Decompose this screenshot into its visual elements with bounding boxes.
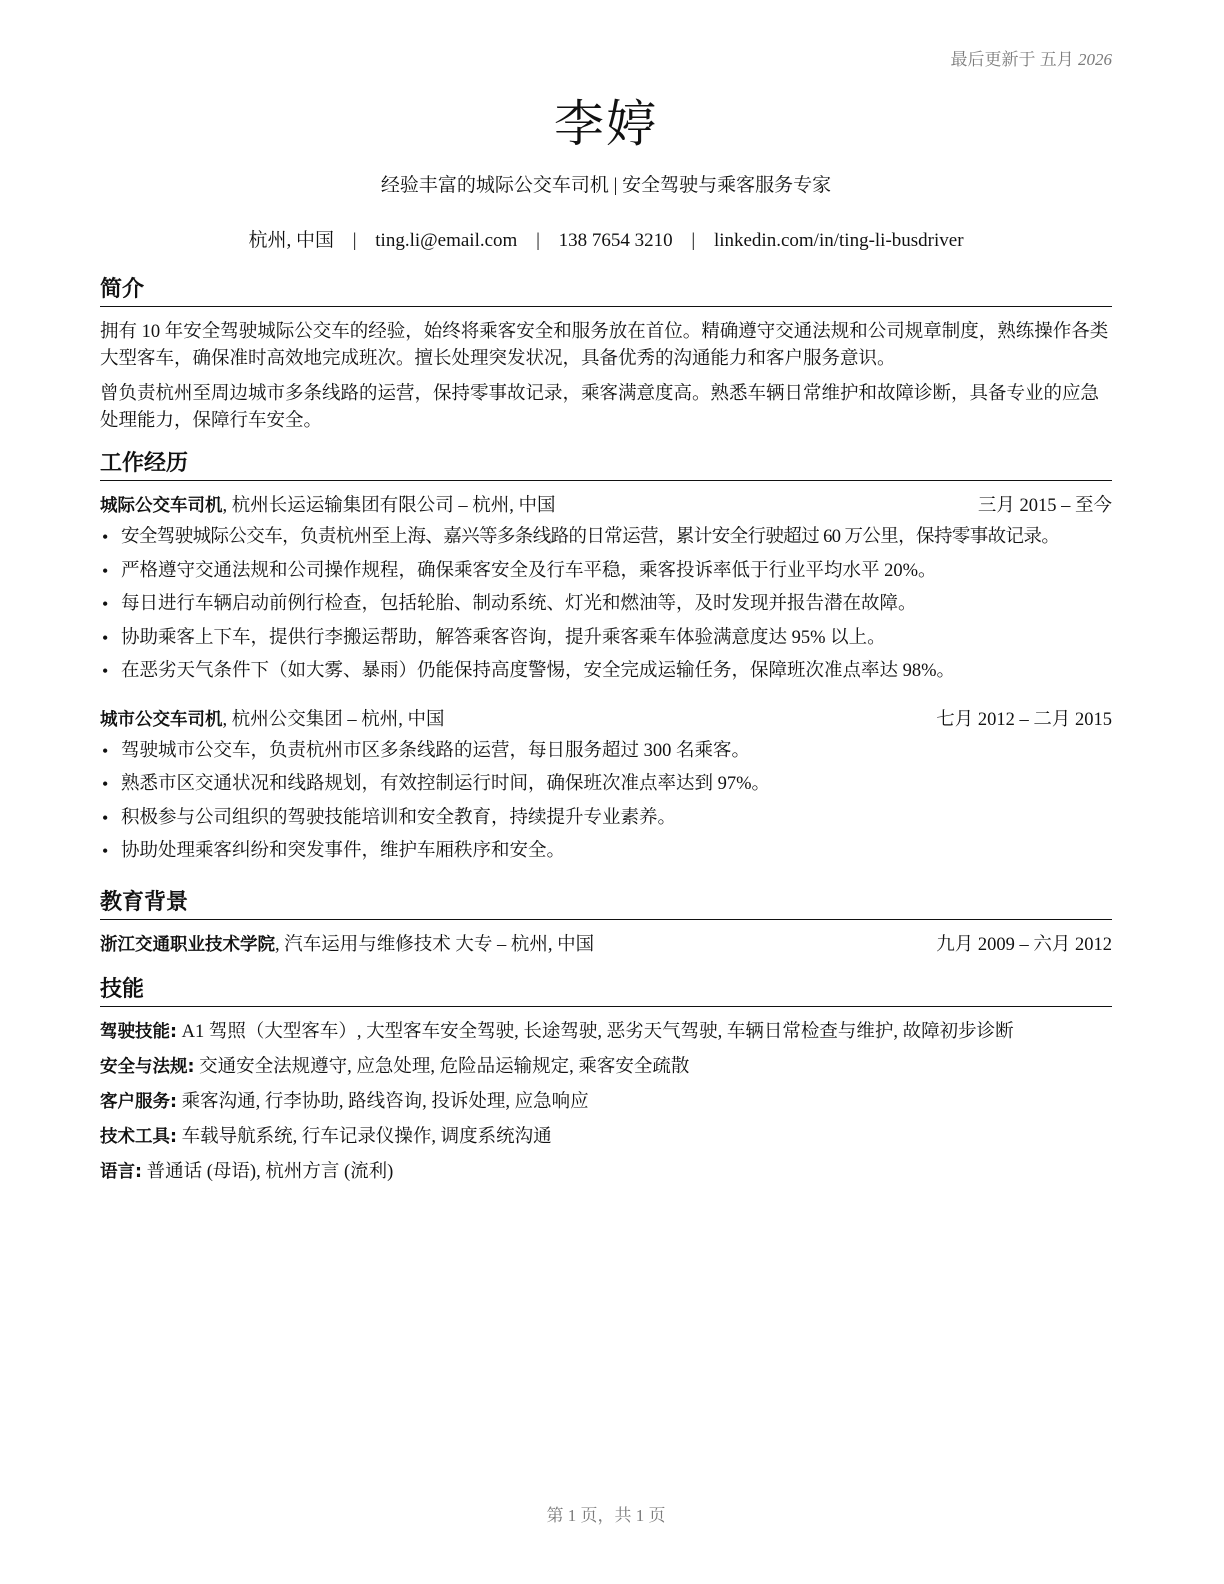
contact-phone: 138 7654 3210 [558, 230, 673, 251]
list-item: • 严格遵守交通法规和公司操作规程，确保乘客安全及行车平稳，乘客投诉率低于行业平均水平 20%。 [100, 555, 1112, 589]
skill-label: 安全与法规: [100, 1057, 195, 1078]
bullet-icon: • [102, 740, 109, 761]
list-item: • 在恶劣天气条件下（如大雾、暴雨）仍能保持高度警惕，安全完成运输任务，保障班次准点率达 98%。 [100, 655, 1112, 689]
skills-section [100, 977, 1112, 1190]
job-entry [100, 705, 1112, 869]
job-header [100, 491, 1112, 521]
education-dates: 九月 2009 – 六月 2012 [936, 935, 1112, 956]
contact-separator: | [536, 230, 540, 251]
skill-value: 乘客沟通, 行李协助, 路线咨询, 投诉处理, 应急响应 [177, 1092, 589, 1113]
candidate-name: 李婷 [554, 95, 658, 153]
bullet-icon: • [102, 661, 109, 682]
last-updated [951, 45, 1113, 70]
list-item: • 熟悉市区交通状况和线路规划，有效控制运行时间，确保班次准点率达到 97%。 [100, 768, 1112, 802]
job-header [100, 705, 1112, 735]
skill-label: 技术工具: [100, 1127, 177, 1148]
bullet-icon: • [102, 560, 109, 581]
list-item: • 积极参与公司组织的驾驶技能培训和安全教育，持续提升专业素养。 [100, 802, 1112, 836]
list-item: • 协助乘客上下车，提供行李搬运帮助，解答乘客咨询，提升乘客乘车体验满意度达 95% 以上。 [100, 622, 1112, 656]
contact-location: 杭州, 中国 [248, 230, 334, 251]
contact-linkedin[interactable]: linkedin.com/in/ting-li-busdriver [713, 230, 964, 251]
skill-label: 驾驶技能: [100, 1022, 177, 1043]
bullet-icon: • [102, 807, 109, 828]
section-title-education: 教育背景 [100, 890, 1112, 920]
contact-email[interactable]: ting.li@email.com [375, 230, 518, 251]
bullet-icon: • [102, 527, 108, 548]
resume-page [100, 0, 1112, 1584]
section-title-experience: 工作经历 [100, 451, 1112, 481]
school-name: 浙江交通职业技术学院 [100, 935, 275, 956]
job-dates: 三月 2015 – 至今 [977, 496, 1112, 517]
experience-section [100, 451, 1112, 869]
list-item: • 驾驶城市公交车，负责杭州市区多条线路的运营，每日服务超过 300 名乘客。 [100, 735, 1112, 769]
list-item: • 安全驾驶城际公交车，负责杭州至上海、嘉兴等多条线路的日常运营，累计安全行驶超过 60 万公里，保持零事故记录。 [100, 521, 1112, 555]
job-bullets [100, 521, 1112, 689]
last-updated-year: 2026 [1078, 50, 1112, 69]
skill-label: 语言: [100, 1162, 142, 1183]
summary-paragraph: 曾负责杭州至周边城市多条线路的运营，保持零事故记录，乘客满意度高。熟悉车辆日常维护和故障诊断，具备专业的应急处理能力，保障行车安全。 [100, 384, 1100, 432]
contact-separator: | [352, 230, 357, 251]
bullet-icon: • [102, 841, 109, 862]
skill-row [100, 1120, 1112, 1155]
page-number: 第 1 页，共 1 页 [546, 1506, 666, 1525]
job-entry [100, 491, 1112, 689]
skill-value: 交通安全法规遵守, 应急处理, 危险品运输规定, 乘客安全疏散 [194, 1057, 690, 1078]
list-item: • 协助处理乘客纠纷和突发事件，维护车厢秩序和安全。 [100, 835, 1112, 869]
tagline: 经验丰富的城际公交车司机 | 安全驾驶与乘客服务专家 [380, 175, 832, 196]
bullet-icon: • [102, 594, 109, 615]
section-title-skills: 技能 [100, 977, 1112, 1007]
last-updated-label: 最后更新于 五月 [950, 50, 1074, 69]
skill-label: 客户服务: [100, 1092, 177, 1113]
skill-value: 普通话 (母语), 杭州方言 (流利) [142, 1162, 394, 1183]
job-org: , 杭州公交集团 – 杭州, 中国 [222, 709, 445, 730]
job-role: 城际公交车司机 [100, 496, 223, 517]
list-item: • 每日进行车辆启动前例行检查，包括轮胎、制动系统、灯光和燃油等，及时发现并报告潜在故障。 [100, 588, 1112, 622]
skill-value: 车载导航系统, 行车记录仪操作, 调度系统沟通 [177, 1127, 552, 1148]
skill-row [100, 1050, 1112, 1085]
education-detail: , 汽车运用与维修技术 大专 – 杭州, 中国 [275, 935, 595, 956]
contact-line [100, 225, 1112, 252]
job-dates: 七月 2012 – 二月 2015 [936, 709, 1112, 730]
skill-row [100, 1085, 1112, 1120]
job-role: 城市公交车司机 [100, 709, 223, 730]
job-bullets [100, 735, 1112, 869]
bullet-icon: • [102, 627, 109, 648]
summary-section [100, 277, 1112, 435]
skill-value: A1 驾照（大型客车）, 大型客车安全驾驶, 长途驾驶, 恶劣天气驾驶, 车辆日常检查与维护, 故障初步诊断 [177, 1022, 1014, 1043]
skill-row [100, 1155, 1112, 1190]
section-title-summary: 简介 [100, 277, 1112, 307]
contact-separator: | [691, 230, 696, 251]
job-org: , 杭州长运运输集团有限公司 – 杭州, 中国 [222, 496, 556, 517]
summary-paragraph: 拥有 10 年安全驾驶城际公交车的经验，始终将乘客安全和服务放在首位。精确遵守交通法规和公司规章制度，熟练操作各类大型客车，确保准时高效地完成班次。擅长处理突发状况，具备优秀的沟通能力和客户服务意识。 [100, 322, 1109, 370]
skill-row [100, 1015, 1112, 1050]
education-entry [100, 930, 1112, 960]
education-section [100, 890, 1112, 960]
bullet-icon: • [102, 774, 109, 795]
